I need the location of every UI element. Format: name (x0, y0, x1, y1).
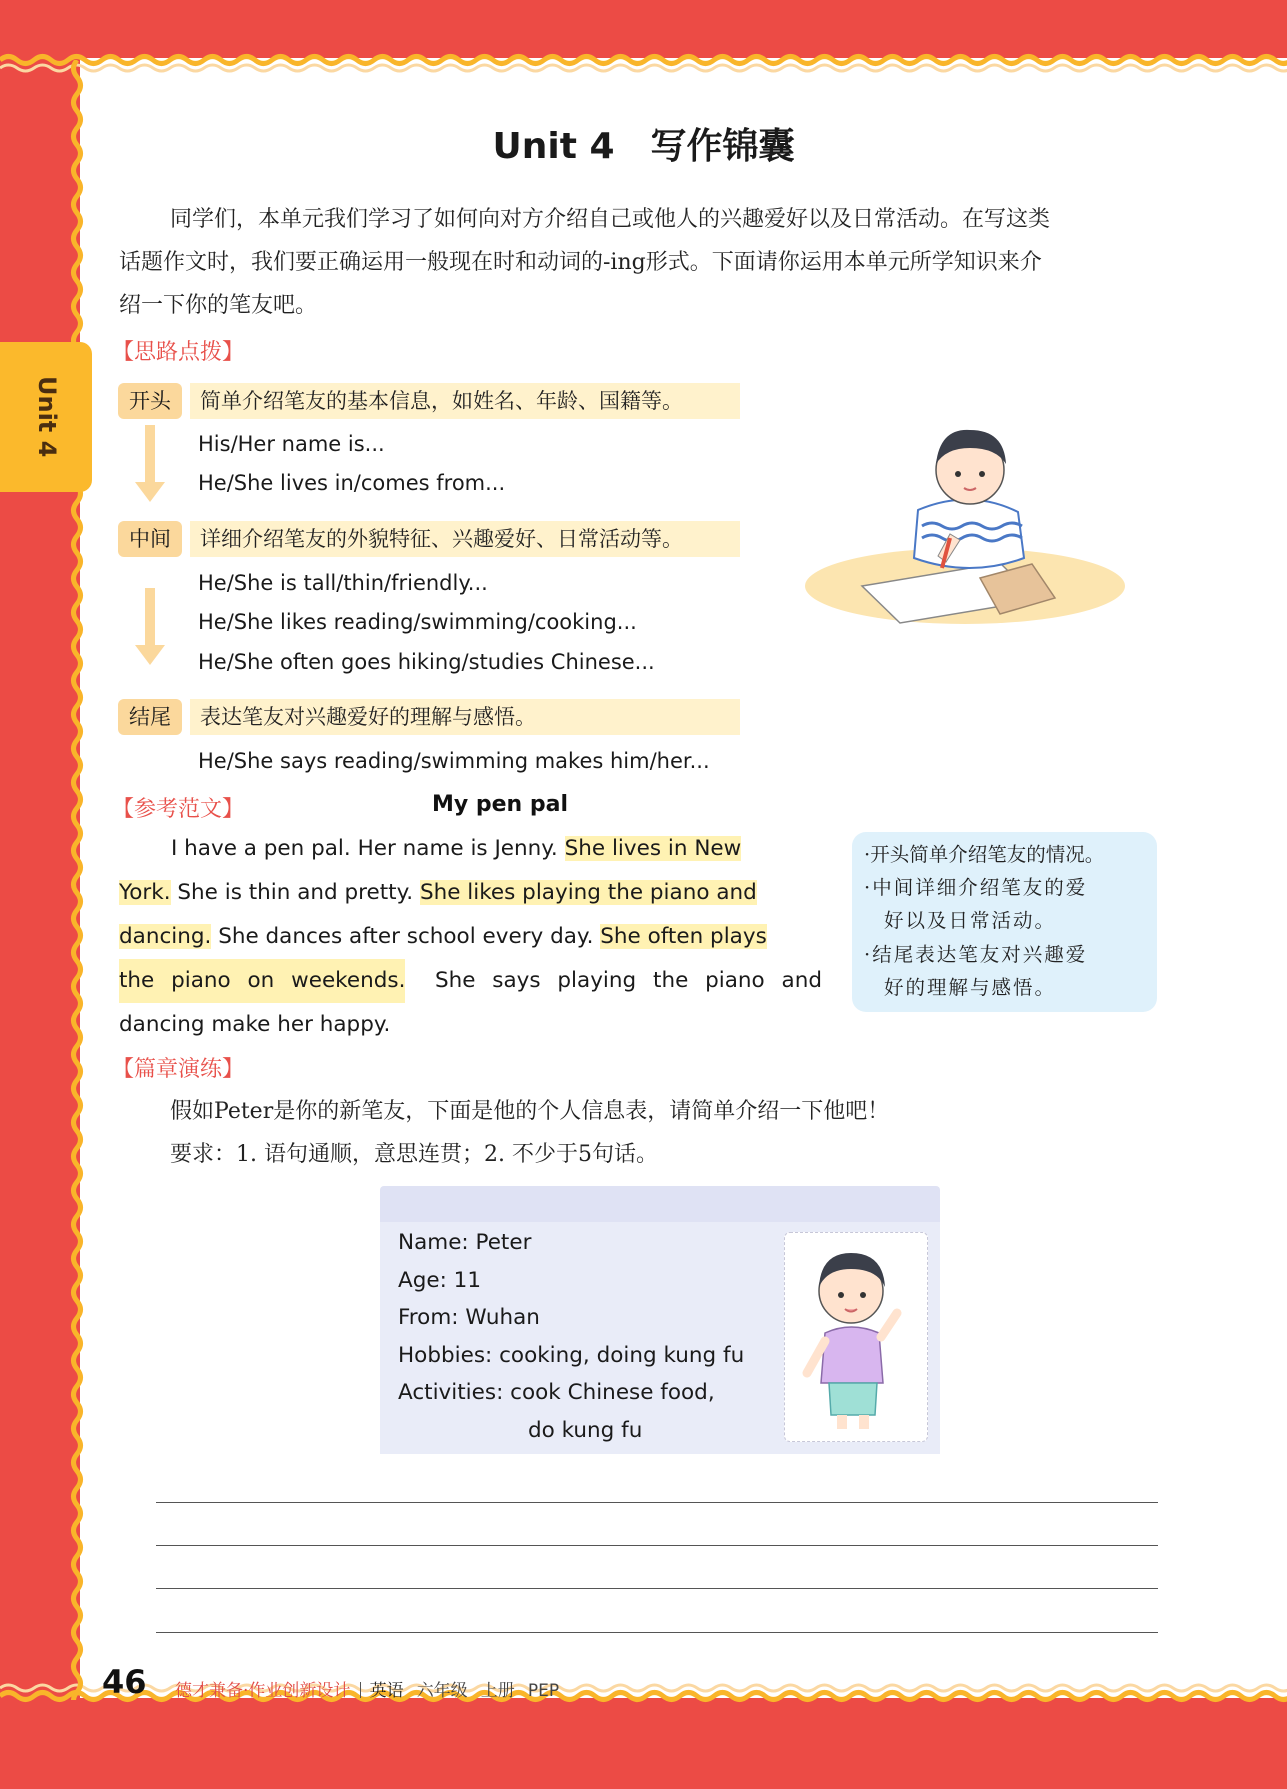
boy-writing-illustration (800, 418, 1130, 628)
info-age: Age: 11 (398, 1268, 482, 1293)
sample-heading: 【参考范文】 (112, 797, 245, 822)
peter-illustration (785, 1233, 927, 1441)
ending-tag: 结尾 (118, 699, 182, 735)
essay-highlight: the piano on weekends. (119, 959, 405, 1003)
middle-line-1: He/She is tall/thin/friendly... (198, 571, 488, 595)
essay-line-5 (119, 1003, 822, 1047)
top-wave-border (0, 40, 1287, 80)
intro-line-3: 绍一下你的笔友吧。 (119, 293, 318, 318)
footer-brand: 德才兼备·作业创新设计 (175, 1681, 351, 1701)
essay-text: She dances after school every day. (211, 924, 601, 949)
task-line-2: 要求：1. 语句通顺，意思连贯；2. 不少于5句话。 (170, 1142, 658, 1167)
note-line-2: ·中间详细介绍笔友的爱 (864, 876, 1088, 899)
essay-highlight: York. (119, 880, 171, 905)
ending-line-1: He/She says reading/swimming makes him/her... (198, 749, 710, 773)
note-line-5: 好的理解与感悟。 (884, 976, 1057, 999)
footer-info (175, 1676, 559, 1701)
footer-edition: PEP (527, 1681, 560, 1701)
info-card-header (380, 1186, 940, 1222)
page-title: Unit 4 写作锦囊 (492, 126, 795, 167)
side-tab-label: Unit 4 (33, 376, 61, 458)
essay-body (119, 827, 822, 1047)
intro-line-1: 同学们，本单元我们学习了如何向对方介绍自己或他人的兴趣爱好以及日常活动。在写这类 (170, 207, 1051, 232)
essay-highlight: She likes playing the piano and (419, 880, 757, 905)
essay-line-3 (119, 915, 822, 959)
essay-highlight: dancing. (119, 924, 212, 949)
writing-line[interactable] (156, 1502, 1158, 1503)
task-line-1: 假如Peter是你的新笔友，下面是他的个人信息表，请简单介绍一下他吧！ (170, 1099, 890, 1124)
left-wave-border (62, 60, 92, 1700)
down-arrow-icon (135, 645, 165, 665)
footer-divider (360, 1682, 361, 1698)
writing-line[interactable] (156, 1632, 1158, 1633)
info-name: Name: Peter (398, 1230, 532, 1255)
info-activities: Activities: cook Chinese food, (398, 1380, 715, 1405)
note-line-1: ·开头简单介绍笔友的情况。 (864, 843, 1105, 866)
ending-desc: 表达笔友对兴趣爱好的理解与感悟。 (190, 699, 740, 735)
opening-desc: 简单介绍笔友的基本信息，如姓名、年龄、国籍等。 (190, 383, 740, 419)
down-arrow-icon (135, 482, 165, 502)
essay-highlight: She often plays (600, 924, 767, 949)
tips-heading: 【思路点拨】 (112, 340, 245, 365)
arrow-stem-1 (145, 425, 155, 483)
practice-heading: 【篇章演练】 (112, 1057, 245, 1082)
page-number: 46 (102, 1663, 147, 1701)
opening-line-2: He/She lives in/comes from... (198, 471, 506, 495)
essay-line-1 (119, 827, 822, 871)
note-line-4: ·结尾表达笔友对兴趣爱 (864, 943, 1088, 966)
note-line-3: 好以及日常活动。 (884, 909, 1057, 932)
essay-text: dancing make her happy. (119, 1012, 391, 1037)
essay-line-2 (119, 871, 822, 915)
essay-text: She says playing the piano and (434, 968, 822, 993)
essay-text: I have a pen pal. Her name is Jenny. (171, 836, 565, 861)
essay-title: My pen pal (432, 792, 569, 817)
essay-highlight: She lives in New (564, 836, 742, 861)
opening-tag: 开头 (118, 383, 182, 419)
peter-photo-frame (784, 1232, 928, 1442)
writing-line[interactable] (156, 1588, 1158, 1589)
middle-line-3: He/She often goes hiking/studies Chinese... (198, 650, 655, 674)
middle-desc: 详细介绍笔友的外貌特征、兴趣爱好、日常活动等。 (190, 521, 740, 557)
opening-line-1: His/Her name is... (198, 432, 385, 456)
footer-volume: 上册 (480, 1681, 515, 1701)
middle-line-2: He/She likes reading/swimming/cooking... (198, 610, 637, 634)
info-hobbies: Hobbies: cooking, doing kung fu (398, 1343, 745, 1368)
unit-side-tab (0, 342, 92, 492)
essay-text: She is thin and pretty. (170, 880, 420, 905)
info-from: From: Wuhan (398, 1305, 540, 1330)
intro-line-2: 话题作文时，我们要正确运用一般现在时和动词的-ing形式。下面请你运用本单元所学知识来介 (119, 250, 1042, 275)
writing-line[interactable] (156, 1545, 1158, 1546)
middle-tag: 中间 (118, 521, 182, 557)
arrow-stem-2 (145, 588, 155, 646)
footer-subject: 英语 (369, 1681, 404, 1701)
info-activities-cont: do kung fu (528, 1418, 643, 1443)
footer-grade: 六年级 (416, 1681, 468, 1701)
essay-line-4 (119, 959, 822, 1003)
